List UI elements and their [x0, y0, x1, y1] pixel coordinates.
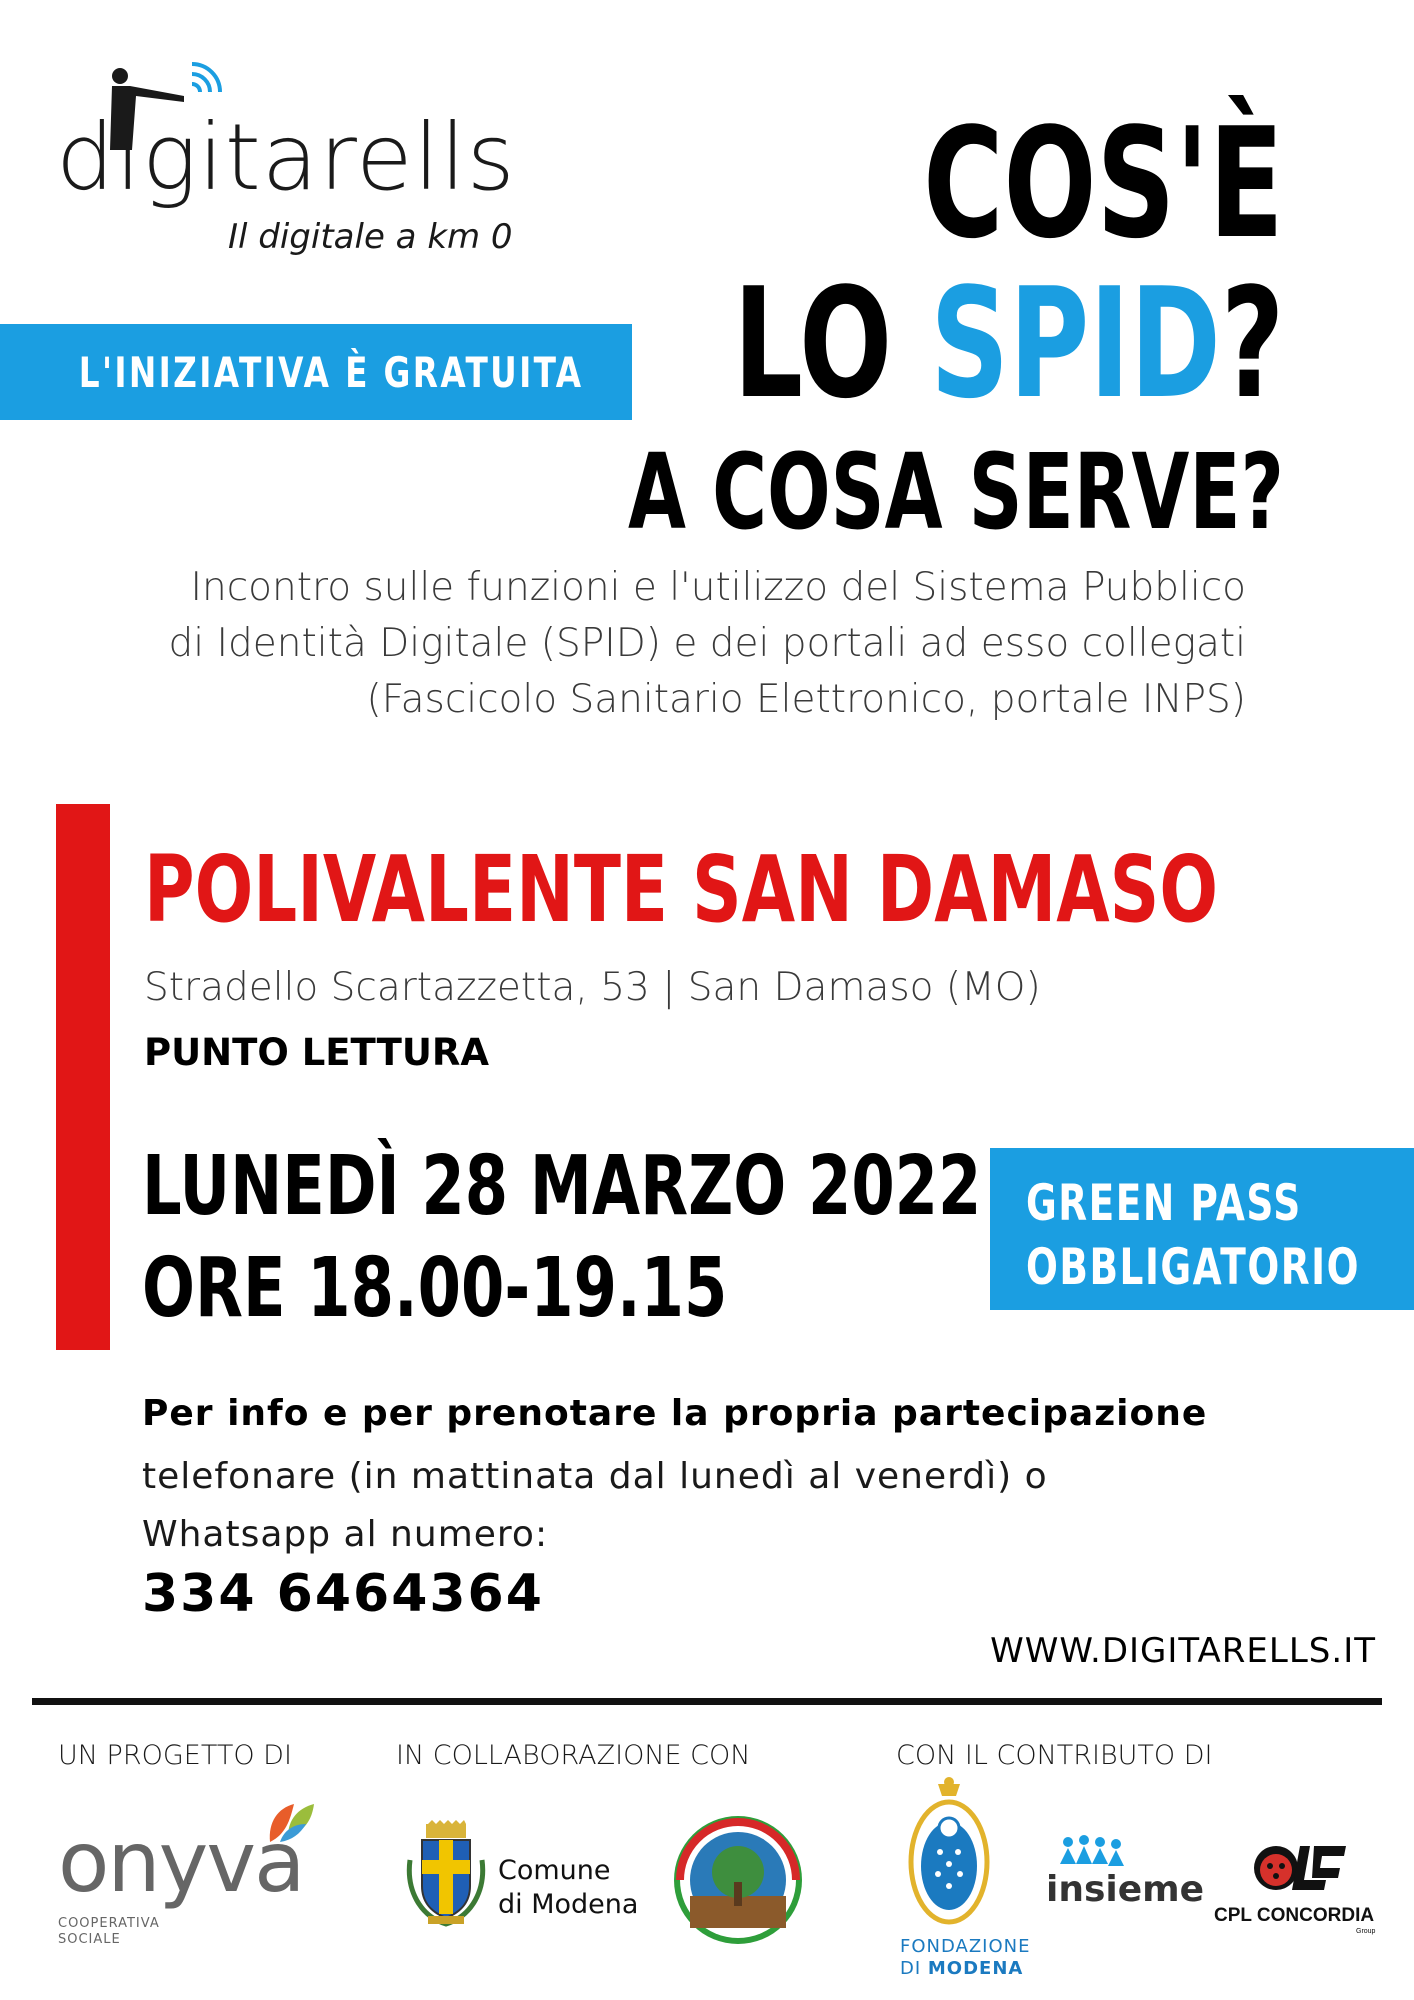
intro-line: Incontro sulle funzioni e l'utilizzo del Sistema Pubblico: [190, 565, 1246, 610]
contribution-label: CON IL CONTRIBUTO DI: [896, 1740, 1213, 1771]
headline-line-1: COS'È: [923, 95, 1284, 272]
fondazione-name: [900, 1936, 1031, 1980]
venue-accent-bar: [56, 804, 110, 1350]
info-text: [142, 1448, 1142, 1564]
modena-crest-icon: [404, 1820, 488, 1932]
intro-line: di Identità Digitale (SPID) e dei portali ad esso collegati: [168, 621, 1246, 666]
intro-description: [46, 560, 1246, 728]
cpl-concordia-name: CPL CONCORDIA: [1214, 1905, 1375, 1926]
footer-divider: [32, 1698, 1382, 1705]
headline-spid-highlight: SPID: [929, 255, 1221, 432]
cpl-ladybug-icon: [1250, 1840, 1350, 1896]
phone-number[interactable]: 334 6464364: [142, 1564, 544, 1624]
info-heading: Per info e per prenotare la propria partecipazione: [142, 1393, 1208, 1434]
onyva-sub-line: COOPERATIVA: [58, 1916, 160, 1931]
project-label: UN PROGETTO DI: [58, 1740, 292, 1771]
headline-line-2-suffix: ?: [1220, 255, 1284, 432]
collaboration-label: IN COLLABORAZIONE CON: [396, 1740, 751, 1771]
insieme-people-icon: [1058, 1834, 1128, 1870]
fondazione-bold: MODENA: [927, 1958, 1024, 1979]
onyva-subtitle: [58, 1916, 160, 1948]
circular-emblem-icon: [670, 1812, 806, 1948]
green-pass-line-1: GREEN PASS: [1026, 1174, 1302, 1232]
cpl-group-label: Group: [1356, 1928, 1376, 1935]
free-initiative-banner: [0, 324, 632, 420]
headline-line-3: A COSA SERVE?: [628, 431, 1284, 553]
fondazione-line: FONDAZIONE: [900, 1936, 1031, 1957]
event-date: LUNEDÌ 28 MARZO 2022: [142, 1139, 982, 1234]
comune-line: Comune: [498, 1855, 611, 1886]
info-line: telefonare (in mattinata dal lunedì al venerdì) o: [142, 1456, 1048, 1497]
logo-tagline: Il digitale a km 0: [228, 217, 513, 257]
venue-name: POLIVALENTE SAN DAMASO: [144, 836, 1219, 943]
event-time: ORE 18.00-19.15: [142, 1241, 728, 1336]
fondazione-line: [900, 1958, 1031, 1980]
logo-wordmark: digitarells: [56, 104, 516, 211]
comune-line: di Modena: [498, 1889, 639, 1920]
green-pass-line-2: OBBLIGATORIO: [1026, 1238, 1360, 1296]
onyva-sub-line: SOCIALE: [58, 1932, 121, 1947]
info-line: Whatsapp al numero:: [142, 1514, 549, 1555]
insieme-logo-text: insieme: [1046, 1869, 1205, 1910]
headline-line-2-prefix: LO: [732, 255, 930, 432]
venue-address: Stradello Scartazzetta, 53 | San Damaso (MO): [144, 965, 1041, 1010]
comune-modena-name: [498, 1854, 638, 1922]
free-initiative-text: L'INIZIATIVA È GRATUITA: [79, 347, 584, 397]
fondazione-crest-icon: [904, 1776, 994, 1926]
website-link[interactable]: WWW.DIGITARELLS.IT: [990, 1631, 1376, 1671]
headline-line-2: [732, 255, 1284, 432]
intro-line: (Fascicolo Sanitario Elettronico, portale INPS): [366, 677, 1246, 722]
onyva-logo-text: onyva: [58, 1813, 304, 1911]
fondazione-prefix: DI: [900, 1958, 928, 1979]
green-pass-badge: [990, 1148, 1414, 1310]
venue-place: PUNTO LETTURA: [144, 1031, 490, 1074]
